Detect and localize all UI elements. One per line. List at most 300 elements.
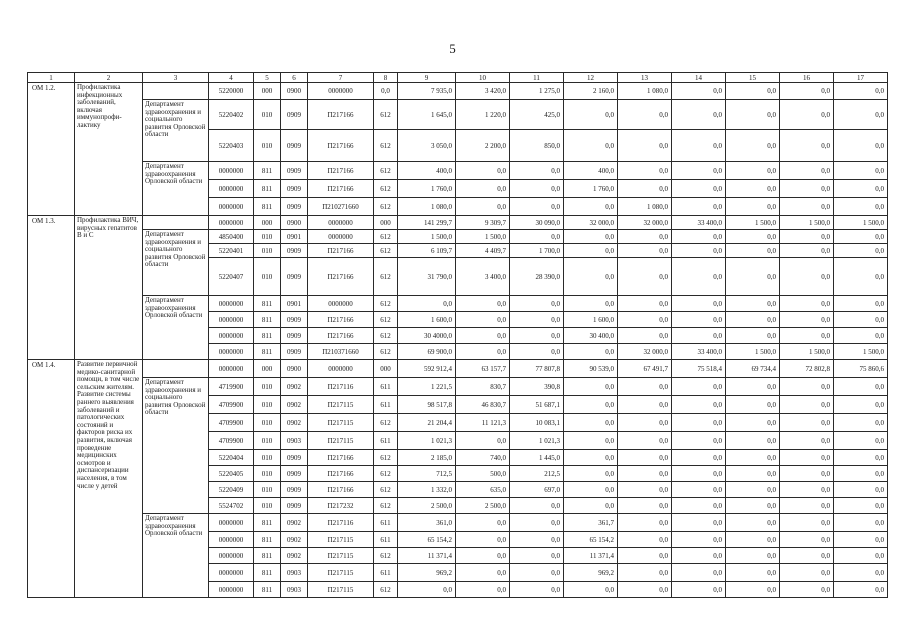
table-cell: 1 500,0 xyxy=(456,230,510,244)
table-cell: 0,0 xyxy=(672,230,726,244)
table-cell: 697,0 xyxy=(510,482,564,498)
table-cell: 75 518,4 xyxy=(672,360,726,378)
table-cell: 32 000,0 xyxy=(618,216,672,230)
table-cell: 0,0 xyxy=(374,83,398,100)
table-cell: 0,0 xyxy=(564,396,618,414)
table-cell: 0000000 xyxy=(209,532,254,548)
table-cell: 0,0 xyxy=(456,532,510,548)
table-cell: 0,0 xyxy=(672,432,726,450)
table-cell: 1 700,0 xyxy=(510,244,564,258)
table-cell: 1 760,0 xyxy=(398,180,456,198)
table-cell: 0903 xyxy=(281,564,308,582)
table-cell: 811 xyxy=(254,296,281,312)
table-cell: 2 200,0 xyxy=(456,130,510,162)
table-cell: 0,0 xyxy=(510,564,564,582)
table-cell: 98 517,8 xyxy=(398,396,456,414)
responsible-department xyxy=(143,216,209,230)
table-cell: 811 xyxy=(254,532,281,548)
table-row xyxy=(28,360,888,378)
table-cell: 0909 xyxy=(281,328,308,344)
table-cell: 0,0 xyxy=(726,296,780,312)
table-cell: 0,0 xyxy=(726,244,780,258)
table-cell: 1 500,0 xyxy=(780,216,834,230)
table-cell: 969,2 xyxy=(398,564,456,582)
table-cell: 6 109,7 xyxy=(398,244,456,258)
table-cell: 0,0 xyxy=(456,162,510,180)
table-cell: 30 090,0 xyxy=(510,216,564,230)
table-cell: 1 500,0 xyxy=(726,344,780,360)
table-cell: 0,0 xyxy=(834,548,888,564)
table-cell: 63 157,7 xyxy=(456,360,510,378)
measure-name: Профилактика ВИЧ, вирусных гепатитов В и С xyxy=(75,216,143,360)
table-cell: 0,0 xyxy=(780,244,834,258)
table-cell: 0,0 xyxy=(564,482,618,498)
table-cell: 0000000 xyxy=(209,514,254,532)
table-cell: 0,0 xyxy=(618,450,672,466)
table-cell: 5220401 xyxy=(209,244,254,258)
table-cell: 0000000 xyxy=(308,360,374,378)
table-cell: 0,0 xyxy=(456,548,510,564)
table-cell: 1 220,0 xyxy=(456,100,510,130)
table-cell: 0,0 xyxy=(726,162,780,180)
table-cell: 612 xyxy=(374,312,398,328)
table-cell: 212,5 xyxy=(510,466,564,482)
table-cell: 31 790,0 xyxy=(398,258,456,296)
table-cell: 2 185,0 xyxy=(398,450,456,466)
table-cell: 65 154,2 xyxy=(398,532,456,548)
table-cell: П217115 xyxy=(308,396,374,414)
table-row xyxy=(28,230,888,244)
table-cell: 612 xyxy=(374,180,398,198)
table-cell: 592 912,4 xyxy=(398,360,456,378)
table-cell: 0,0 xyxy=(618,548,672,564)
table-cell: П217166 xyxy=(308,258,374,296)
table-cell: 1 080,0 xyxy=(618,198,672,216)
table-cell: 361,0 xyxy=(398,514,456,532)
table-cell: 0,0 xyxy=(726,498,780,514)
header-cell: 17 xyxy=(834,73,888,83)
table-cell: 1 645,0 xyxy=(398,100,456,130)
header-row xyxy=(28,73,888,83)
table-cell: 830,7 xyxy=(456,378,510,396)
header-cell: 6 xyxy=(281,73,308,83)
table-cell: 21 204,4 xyxy=(398,414,456,432)
table-cell: 0,0 xyxy=(834,198,888,216)
table-cell: 0,0 xyxy=(780,328,834,344)
table-cell: 0,0 xyxy=(834,378,888,396)
table-cell: 11 371,4 xyxy=(398,548,456,564)
table-cell: 612 xyxy=(374,582,398,598)
table-cell: 0,0 xyxy=(618,396,672,414)
table-cell: 811 xyxy=(254,198,281,216)
table-cell: 0,0 xyxy=(834,130,888,162)
table-cell: 612 xyxy=(374,414,398,432)
table-cell: 611 xyxy=(374,378,398,396)
table-cell: 0,0 xyxy=(834,466,888,482)
table-cell: 0,0 xyxy=(510,582,564,598)
table-cell: 4709900 xyxy=(209,432,254,450)
table-cell: 0902 xyxy=(281,396,308,414)
table-cell: 1 080,0 xyxy=(618,83,672,100)
table-cell: 0,0 xyxy=(834,396,888,414)
header-cell: 10 xyxy=(456,73,510,83)
table-cell: 010 xyxy=(254,432,281,450)
table-cell: 612 xyxy=(374,100,398,130)
table-cell: 0902 xyxy=(281,548,308,564)
table-cell: 0,0 xyxy=(618,162,672,180)
header-cell: 5 xyxy=(254,73,281,83)
table-cell: 0,0 xyxy=(726,450,780,466)
table-cell: 0,0 xyxy=(618,582,672,598)
table-cell: 010 xyxy=(254,482,281,498)
responsible-department: Департамент здравоохранения и социального развития Орловской области xyxy=(143,230,209,296)
table-cell: 612 xyxy=(374,450,398,466)
table-cell: 0,0 xyxy=(780,396,834,414)
table-cell: 0,0 xyxy=(780,532,834,548)
table-cell: 0,0 xyxy=(456,312,510,328)
table-cell: 0902 xyxy=(281,414,308,432)
table-row xyxy=(28,378,888,396)
table-cell: 0,0 xyxy=(672,482,726,498)
table-cell: П217166 xyxy=(308,312,374,328)
table-cell: 5220402 xyxy=(209,100,254,130)
table-cell: 0,0 xyxy=(834,432,888,450)
table-cell: 0,0 xyxy=(672,130,726,162)
table-cell: 0,0 xyxy=(834,100,888,130)
table-cell: 0903 xyxy=(281,582,308,598)
table-cell: 0,0 xyxy=(510,230,564,244)
table-cell: 0,0 xyxy=(780,198,834,216)
table-cell: 010 xyxy=(254,130,281,162)
header-cell: 16 xyxy=(780,73,834,83)
table-cell: 611 xyxy=(374,532,398,548)
table-cell: 69 900,0 xyxy=(398,344,456,360)
table-cell: 0,0 xyxy=(780,130,834,162)
table-cell: 0,0 xyxy=(726,378,780,396)
table-cell: 0909 xyxy=(281,244,308,258)
table-cell: 0,0 xyxy=(726,514,780,532)
table-cell: П210271660 xyxy=(308,198,374,216)
table-cell: 67 491,7 xyxy=(618,360,672,378)
table-cell: 612 xyxy=(374,198,398,216)
table-cell: 0,0 xyxy=(672,414,726,432)
table-cell: П217115 xyxy=(308,414,374,432)
table-cell: 0,0 xyxy=(564,258,618,296)
table-cell: 1 600,0 xyxy=(564,312,618,328)
measure-name: Развитие первичной медико-санитарной помощи, в том числе сельским жителям. Развитие системы раннего выявления заболеваний и патологических состояний и факторов риска их развития, включая проведение медицинских осмотров и диспансеризации населения, в том числе у детей xyxy=(75,360,143,598)
table-cell: 0,0 xyxy=(618,258,672,296)
table-cell: 75 860,6 xyxy=(834,360,888,378)
table-cell: 0,0 xyxy=(726,130,780,162)
table-cell: 0,0 xyxy=(834,564,888,582)
table-cell: 0,0 xyxy=(672,450,726,466)
table-cell: П217166 xyxy=(308,450,374,466)
table-cell: 0,0 xyxy=(510,162,564,180)
table-cell: 612 xyxy=(374,162,398,180)
table-cell: 1 500,0 xyxy=(834,216,888,230)
table-cell: 0,0 xyxy=(834,514,888,532)
table-cell: 010 xyxy=(254,258,281,296)
table-cell: 0,0 xyxy=(834,450,888,466)
table-cell: 0,0 xyxy=(672,162,726,180)
table-cell: 0,0 xyxy=(834,258,888,296)
table-cell: П217115 xyxy=(308,582,374,598)
table-cell: 0,0 xyxy=(672,83,726,100)
table-cell: 0000000 xyxy=(209,312,254,328)
table-cell: 0900 xyxy=(281,83,308,100)
table-cell: 0,0 xyxy=(834,532,888,548)
table-cell: 0,0 xyxy=(564,244,618,258)
table-row xyxy=(28,514,888,532)
table-cell: 1 500,0 xyxy=(780,344,834,360)
table-cell: 5220404 xyxy=(209,450,254,466)
measure-name: Профилактика инфекционных заболеваний, включая иммунопрофи-лактику xyxy=(75,83,143,216)
table-cell: 0,0 xyxy=(510,198,564,216)
responsible-department xyxy=(143,83,209,100)
table-cell: 0,0 xyxy=(834,83,888,100)
table-cell: 0,0 xyxy=(780,498,834,514)
table-cell: 0,0 xyxy=(618,244,672,258)
table-cell: 000 xyxy=(254,216,281,230)
table-cell: 0909 xyxy=(281,198,308,216)
table-cell: 0,0 xyxy=(456,344,510,360)
header-cell: 13 xyxy=(618,73,672,83)
table-cell: 0901 xyxy=(281,296,308,312)
table-cell: 361,7 xyxy=(564,514,618,532)
table-cell: 0000000 xyxy=(209,180,254,198)
table-cell: 010 xyxy=(254,244,281,258)
table-cell: 0902 xyxy=(281,514,308,532)
responsible-department: Департамент здравоохранения Орловской области xyxy=(143,296,209,360)
table-cell: 969,2 xyxy=(564,564,618,582)
table-cell: 0,0 xyxy=(672,498,726,514)
table-cell: 611 xyxy=(374,396,398,414)
table-cell: П217115 xyxy=(308,548,374,564)
header-cell: 4 xyxy=(209,73,254,83)
table-cell: 612 xyxy=(374,296,398,312)
table-cell: 4709900 xyxy=(209,414,254,432)
table-cell: 0,0 xyxy=(456,180,510,198)
table-cell: 0,0 xyxy=(618,296,672,312)
table-cell: 5524702 xyxy=(209,498,254,514)
table-row xyxy=(28,83,888,100)
table-cell: 000 xyxy=(374,216,398,230)
measure-code: ОМ 1.2. xyxy=(28,83,75,216)
table-cell: 0,0 xyxy=(780,162,834,180)
table-cell: 1 600,0 xyxy=(398,312,456,328)
table-cell: 0,0 xyxy=(726,198,780,216)
table-cell: 0,0 xyxy=(780,378,834,396)
table-cell: 0,0 xyxy=(672,328,726,344)
table-cell: 611 xyxy=(374,432,398,450)
table-cell: 0,0 xyxy=(834,244,888,258)
table-cell: 0,0 xyxy=(672,564,726,582)
table-cell: 0,0 xyxy=(672,296,726,312)
table-cell: 0,0 xyxy=(726,482,780,498)
table-cell: 1 221,5 xyxy=(398,378,456,396)
table-cell: 0,0 xyxy=(510,514,564,532)
table-cell: 5220403 xyxy=(209,130,254,162)
responsible-department: Департамент здравоохранения Орловской области xyxy=(143,514,209,598)
table-cell: 72 802,8 xyxy=(780,360,834,378)
table-cell: 77 807,8 xyxy=(510,360,564,378)
table-cell: 000 xyxy=(374,360,398,378)
table-cell: 46 830,7 xyxy=(456,396,510,414)
table-cell: 811 xyxy=(254,312,281,328)
table-cell: 010 xyxy=(254,498,281,514)
table-cell: 0,0 xyxy=(672,466,726,482)
budget-table xyxy=(27,72,888,598)
table-cell: 0901 xyxy=(281,230,308,244)
table-cell: 0,0 xyxy=(726,312,780,328)
measure-code: ОМ 1.4. xyxy=(28,360,75,598)
table-cell: П217166 xyxy=(308,244,374,258)
table-cell: П217166 xyxy=(308,328,374,344)
table-cell: 0900 xyxy=(281,360,308,378)
table-cell: 1 760,0 xyxy=(564,180,618,198)
table-cell: 28 390,0 xyxy=(510,258,564,296)
table-cell: 0,0 xyxy=(672,312,726,328)
table-cell: 010 xyxy=(254,466,281,482)
table-cell: П217115 xyxy=(308,432,374,450)
table-cell: 0,0 xyxy=(564,230,618,244)
table-cell: 0,0 xyxy=(780,100,834,130)
table-cell: 0000000 xyxy=(308,296,374,312)
table-cell: 0909 xyxy=(281,180,308,198)
table-cell: 0000000 xyxy=(209,582,254,598)
table-cell: 0,0 xyxy=(618,564,672,582)
table-cell: 9 309,7 xyxy=(456,216,510,230)
table-cell: 0000000 xyxy=(209,360,254,378)
table-cell: 65 154,2 xyxy=(564,532,618,548)
table-cell: 0000000 xyxy=(209,296,254,312)
table-cell: 612 xyxy=(374,482,398,498)
table-cell: 0,0 xyxy=(780,230,834,244)
table-cell: 0,0 xyxy=(834,296,888,312)
table-row xyxy=(28,216,888,230)
table-cell: 0,0 xyxy=(510,548,564,564)
table-cell: 0,0 xyxy=(780,258,834,296)
table-cell: П217166 xyxy=(308,482,374,498)
table-cell: 0,0 xyxy=(456,198,510,216)
table-cell: П217166 xyxy=(308,180,374,198)
table-cell: 0,0 xyxy=(726,180,780,198)
table-cell: 0,0 xyxy=(510,344,564,360)
table-cell: 5220000 xyxy=(209,83,254,100)
table-cell: 0902 xyxy=(281,532,308,548)
table-cell: 000 xyxy=(254,83,281,100)
table-cell: 612 xyxy=(374,466,398,482)
table-cell: 1 021,3 xyxy=(510,432,564,450)
table-cell: 10 083,1 xyxy=(510,414,564,432)
table-cell: 0000000 xyxy=(209,328,254,344)
table-cell: 0,0 xyxy=(834,482,888,498)
table-cell: П217116 xyxy=(308,514,374,532)
table-cell: 0,0 xyxy=(456,328,510,344)
table-cell: 0902 xyxy=(281,378,308,396)
table-cell: 0,0 xyxy=(726,83,780,100)
table-cell: 0,0 xyxy=(510,180,564,198)
table-cell: П210371660 xyxy=(308,344,374,360)
table-row xyxy=(28,162,888,180)
table-cell: 0,0 xyxy=(834,230,888,244)
table-cell: 0,0 xyxy=(564,198,618,216)
table-cell: 0,0 xyxy=(618,514,672,532)
table-cell: 0,0 xyxy=(398,582,456,598)
table-cell: 0,0 xyxy=(618,130,672,162)
table-cell: 0,0 xyxy=(672,258,726,296)
table-cell: 0,0 xyxy=(618,328,672,344)
table-cell: 0,0 xyxy=(780,312,834,328)
header-cell: 15 xyxy=(726,73,780,83)
table-cell: 0,0 xyxy=(564,378,618,396)
table-cell: 0,0 xyxy=(834,414,888,432)
table-cell: 811 xyxy=(254,548,281,564)
table-cell: 3 400,0 xyxy=(456,258,510,296)
table-cell: 0900 xyxy=(281,216,308,230)
table-cell: П217232 xyxy=(308,498,374,514)
table-cell: 1 500,0 xyxy=(726,216,780,230)
table-cell: 0903 xyxy=(281,432,308,450)
table-cell: 2 160,0 xyxy=(564,83,618,100)
table-cell: 0,0 xyxy=(672,582,726,598)
table-cell: 0,0 xyxy=(726,548,780,564)
header-cell: 3 xyxy=(143,73,209,83)
table-cell: 0,0 xyxy=(780,548,834,564)
table-cell: 0,0 xyxy=(618,378,672,396)
table-cell: П217116 xyxy=(308,378,374,396)
table-cell: 811 xyxy=(254,328,281,344)
measure-code: ОМ 1.3. xyxy=(28,216,75,360)
table-cell: 0,0 xyxy=(834,162,888,180)
table-cell: 0000000 xyxy=(308,83,374,100)
table-cell: 30 400,0 xyxy=(564,328,618,344)
responsible-department: Департамент здравоохранения Орловской области xyxy=(143,162,209,216)
table-cell: П217166 xyxy=(308,130,374,162)
table-cell: 0,0 xyxy=(510,296,564,312)
table-cell: 0,0 xyxy=(564,414,618,432)
table-cell: 740,0 xyxy=(456,450,510,466)
table-cell: 0,0 xyxy=(672,180,726,198)
table-cell: 11 121,3 xyxy=(456,414,510,432)
table-cell: 611 xyxy=(374,514,398,532)
table-cell: 0909 xyxy=(281,258,308,296)
table-cell: 1 080,0 xyxy=(398,198,456,216)
table-cell: 811 xyxy=(254,162,281,180)
header-cell: 11 xyxy=(510,73,564,83)
table-cell: 0,0 xyxy=(780,482,834,498)
table-cell: 0,0 xyxy=(618,482,672,498)
table-cell: П217115 xyxy=(308,564,374,582)
table-cell: 0,0 xyxy=(726,230,780,244)
table-cell: 612 xyxy=(374,548,398,564)
table-cell: 0,0 xyxy=(456,582,510,598)
table-cell: 0909 xyxy=(281,162,308,180)
table-cell: 0,0 xyxy=(456,564,510,582)
table-cell: 400,0 xyxy=(564,162,618,180)
table-cell: 712,5 xyxy=(398,466,456,482)
table-cell: 1 275,0 xyxy=(510,83,564,100)
table-cell: 5220409 xyxy=(209,482,254,498)
table-cell: 32 000,0 xyxy=(618,344,672,360)
header-cell: 1 xyxy=(28,73,75,83)
table-cell: 0909 xyxy=(281,466,308,482)
table-cell: 000 xyxy=(254,360,281,378)
table-cell: 0,0 xyxy=(618,230,672,244)
table-cell: 0,0 xyxy=(726,466,780,482)
table-cell: 32 000,0 xyxy=(564,216,618,230)
table-cell: 0,0 xyxy=(726,432,780,450)
